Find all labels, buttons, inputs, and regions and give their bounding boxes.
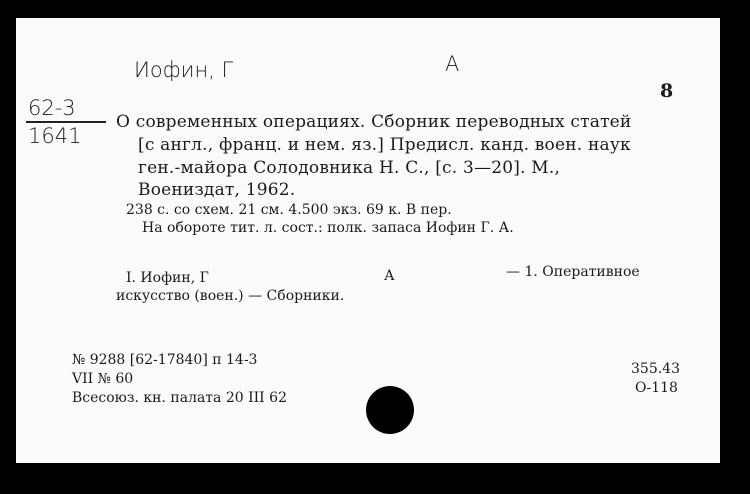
call-number-top: 62-3 <box>28 96 76 120</box>
title-line-2: [с англ., франц. и нем. яз.] Предисл. канд. воен. наук <box>138 135 631 155</box>
volume-number: VII № 60 <box>72 371 134 387</box>
handwritten-author: Иофин, Г <box>134 58 234 82</box>
tracing-subject-cont: искусство (воен.) — Сборники. <box>116 288 345 304</box>
call-number-divider <box>26 121 106 123</box>
punch-hole <box>366 386 414 434</box>
classification-number: 355.43 <box>631 361 680 377</box>
handwritten-letter: А <box>445 52 460 76</box>
author-mark: О-118 <box>635 380 678 396</box>
compiler-note: На обороте тит. л. сост.: полк. запаса Иофин Г. А. <box>142 220 514 236</box>
tracing-subject: — 1. Оперативное <box>506 264 640 280</box>
chamber-imprint: Всесоюз. кн. палата 20 III 62 <box>72 390 287 406</box>
title-line-3: ген.-майора Солодовника Н. С., [с. 3—20]. М., <box>138 158 561 178</box>
registration-number: № 9288 [62-17840] п 14-3 <box>72 352 258 368</box>
card-number: 8 <box>660 80 674 102</box>
tracing-letter: А <box>384 268 395 284</box>
title-line-1: О современных операциях. Сборник переводных статей <box>116 112 632 132</box>
call-number-bottom: 1641 <box>28 124 82 148</box>
title-line-4: Воениздат, 1962. <box>138 180 296 200</box>
catalog-card <box>16 18 720 463</box>
physical-description: 238 с. со схем. 21 см. 4.500 экз. 69 к. В пер. <box>126 202 452 218</box>
tracing-author: I. Иофин, Г <box>126 270 209 286</box>
